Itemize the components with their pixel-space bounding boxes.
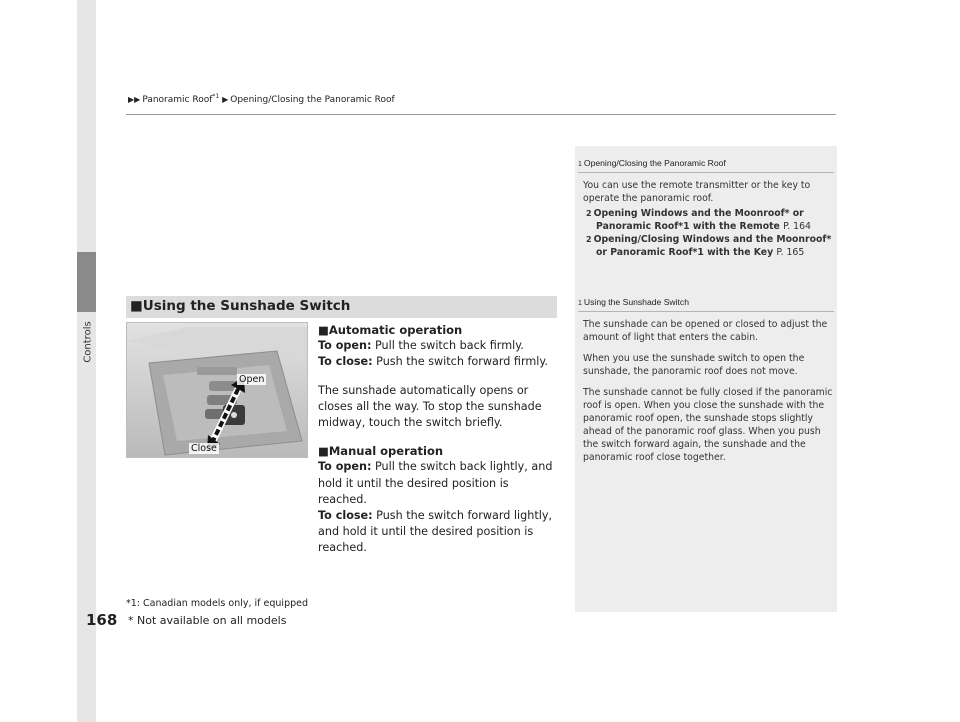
breadcrumb xyxy=(128,93,395,105)
chapter-marker xyxy=(77,252,96,312)
note-number: 1 xyxy=(578,161,582,168)
note-paragraph: The sunshade cannot be fully closed if the panoramic roof is open. When you close the sunshade with the panoramic roof open, the sunshade stops slightly ahead of the panoramic roof glass. When you push the switch forward again, the sunshade and the panoramic roof close together. xyxy=(583,387,833,463)
note-title xyxy=(578,296,834,312)
auto-close-instruction xyxy=(318,354,558,370)
reference-text: Opening Windows and the Moonroof* or Panoramic Roof*1 with the Remote xyxy=(593,208,804,232)
reference-arrow-icon: 2 xyxy=(586,209,592,218)
breadcrumb-item[interactable]: Opening/Closing the Panoramic Roof xyxy=(230,95,395,105)
instructions xyxy=(318,322,558,557)
note-paragraph: The sunshade can be opened or closed to adjust the amount of light that enters the cabin. xyxy=(583,319,828,343)
automatic-description: The sunshade automatically opens or closes all the way. To stop the sunshade midway, touch the switch briefly. xyxy=(318,383,542,430)
note-body: You can use the remote transmitter or the key to operate the panoramic roof. xyxy=(583,180,811,204)
chapter-label xyxy=(71,312,105,372)
section-title: ■Using the Sunshade Switch xyxy=(130,298,351,314)
instruction-label: To open: xyxy=(318,460,372,474)
note-title-text: Using the Sunshade Switch xyxy=(583,297,690,307)
instruction-label: To close: xyxy=(318,355,373,369)
instruction-text: Pull the switch back lightly, and hold it until the desired position is reached. xyxy=(318,460,553,506)
breadcrumb-arrow-icon: ▶▶ xyxy=(128,95,141,104)
close-callout-label: Close xyxy=(191,443,217,454)
cross-reference-link[interactable] xyxy=(586,207,834,233)
header-rule xyxy=(126,114,836,115)
breadcrumb-arrow-icon: ▶ xyxy=(222,95,229,104)
chapter-label-text: Controls xyxy=(82,321,94,363)
side-tab xyxy=(0,0,96,722)
manual-open-instruction xyxy=(318,459,558,508)
instruction-text: Push the switch forward lightly, and hold it until the desired position is reached. xyxy=(318,509,552,555)
open-callout-label: Open xyxy=(239,374,265,385)
note-number: 1 xyxy=(578,300,582,307)
note-opening-closing xyxy=(578,157,834,259)
availability-note: * Not available on all models xyxy=(128,614,287,627)
instruction-text: Push the switch forward firmly. xyxy=(372,355,548,369)
auto-open-instruction xyxy=(318,338,558,354)
cross-reference-link[interactable] xyxy=(586,233,834,259)
instruction-label: To close: xyxy=(318,509,373,523)
note-paragraph: When you use the sunshade switch to open the sunshade, the panoramic roof does not move. xyxy=(583,353,805,377)
instruction-text: Pull the switch back firmly. xyxy=(371,339,524,353)
reference-page: P. 165 xyxy=(776,247,805,258)
footnote: *1: Canadian models only, if equipped xyxy=(126,598,309,609)
breadcrumb-footnote-mark: *1 xyxy=(212,93,220,100)
reference-page: P. 164 xyxy=(783,221,811,232)
breadcrumb-item[interactable]: Panoramic Roof xyxy=(142,95,213,105)
note-title-text: Opening/Closing the Panoramic Roof xyxy=(583,158,726,168)
instruction-label: To open: xyxy=(318,339,372,353)
manual-close-instruction xyxy=(318,508,558,557)
reference-text: Opening/Closing Windows and the Moonroof* or Panoramic Roof*1 with the Key xyxy=(593,234,832,258)
automatic-operation-heading: ■Automatic operation xyxy=(318,323,463,337)
note-sunshade-switch xyxy=(578,296,834,472)
manual-operation-heading: ■Manual operation xyxy=(318,444,444,459)
section-header xyxy=(126,296,557,318)
note-title xyxy=(578,157,834,173)
sunshade-switch-illustration xyxy=(127,323,308,458)
page-number: 168 xyxy=(86,611,118,629)
reference-arrow-icon: 2 xyxy=(586,235,592,244)
sunshade-switch-photo xyxy=(126,322,308,458)
